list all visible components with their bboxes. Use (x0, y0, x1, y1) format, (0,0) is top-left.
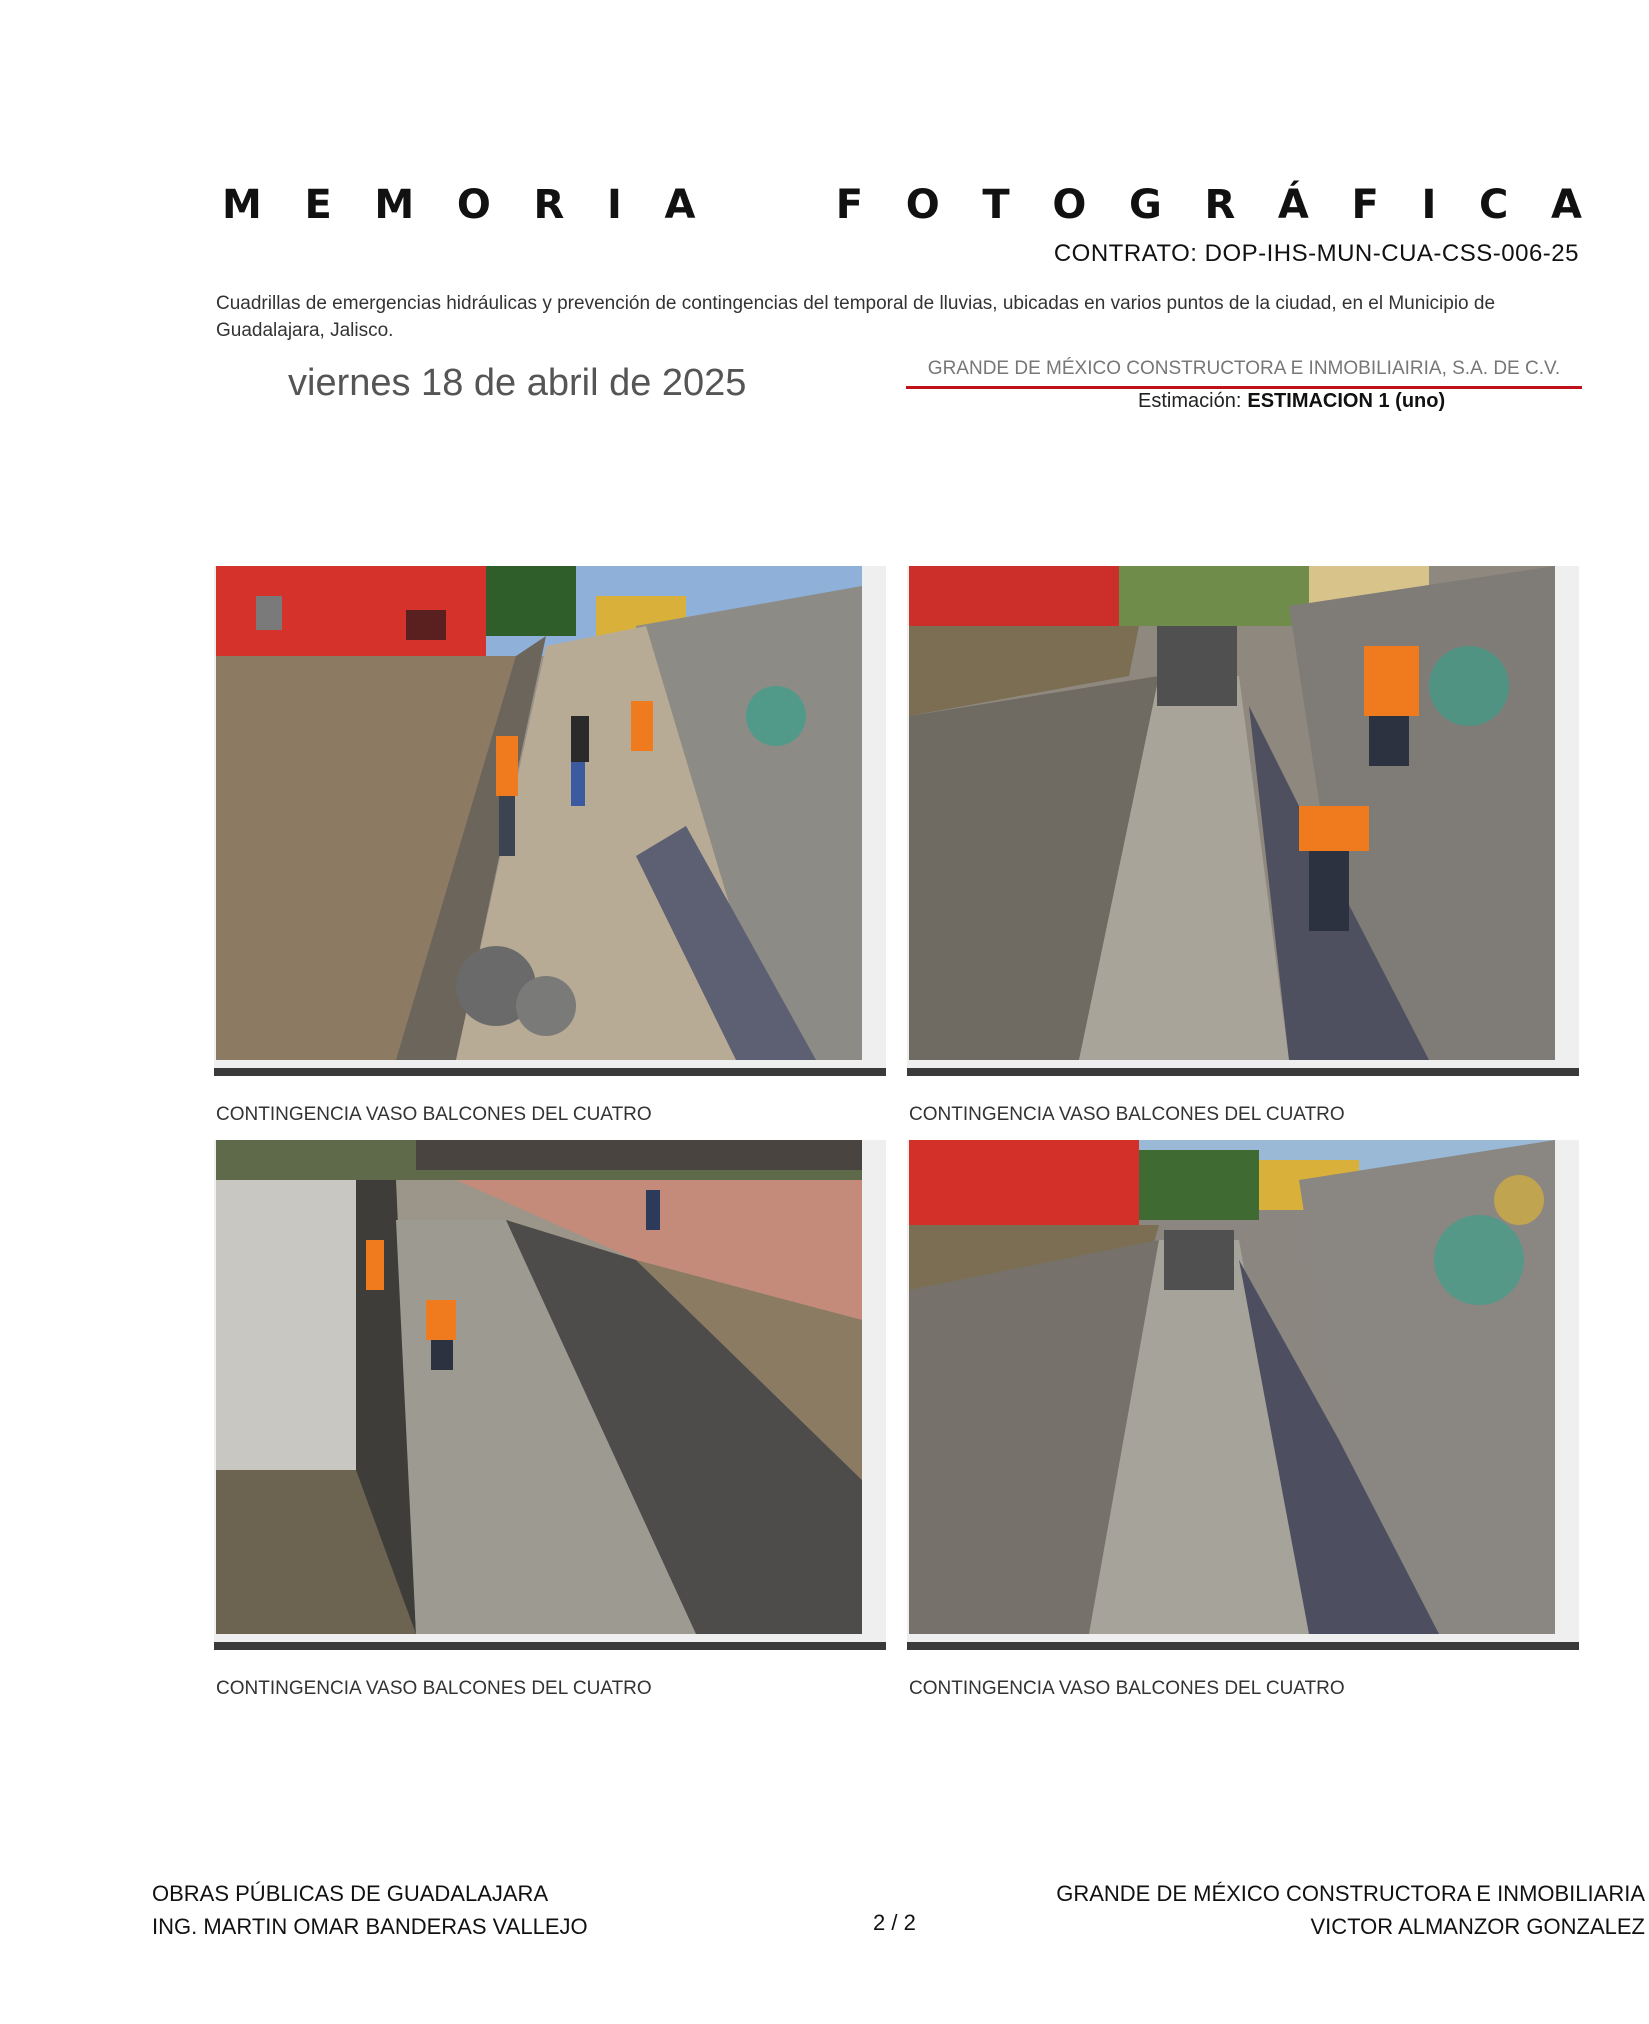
site-photo (216, 566, 862, 1060)
site-photo (909, 1140, 1555, 1634)
title-letter: I (1421, 182, 1437, 228)
estimation-label: Estimación: (1138, 390, 1242, 412)
footer-person: ING. MARTIN OMAR BANDERAS VALLEJO (152, 1914, 588, 1939)
estimation-value: ESTIMACION 1 (uno) (1247, 390, 1446, 412)
footer-org: OBRAS PÚBLICAS DE GUADALAJARA (152, 1881, 549, 1906)
work-description: Cuadrillas de emergencias hidráulicas y prevención de contingencias del temporal de lluvias, ubicadas en varios puntos de la ciudad, en el Municipio de Guadalajara, Jalisco. (216, 293, 1496, 341)
title-letter: R (533, 182, 565, 228)
photo-divider-bar (907, 1068, 1579, 1076)
title-letter: O (456, 182, 491, 228)
site-photo (216, 1140, 862, 1634)
photo-caption: CONTINGENCIA VASO BALCONES DEL CUATRO (909, 1678, 1345, 1699)
photo-caption: CONTINGENCIA VASO BALCONES DEL CUATRO (216, 1104, 652, 1125)
page-number: 2 / 2 (873, 1910, 916, 1935)
footer-company: GRANDE DE MÉXICO CONSTRUCTORA E INMOBILIARIA (1056, 1881, 1645, 1906)
title-letter: A (1551, 182, 1582, 228)
contractor-name: GRANDE DE MÉXICO CONSTRUCTORA E INMOBILIAIRIA, S.A. DE C.V. (906, 358, 1582, 389)
report-date: viernes 18 de abril de 2025 (288, 362, 747, 404)
contract-number: CONTRATO: DOP-IHS-MUN-CUA-CSS-006-25 (1053, 240, 1579, 267)
title-letter: I (606, 182, 622, 228)
title-letter: G (1128, 182, 1162, 228)
title-letter: F (835, 182, 864, 228)
title-letter: E (304, 182, 332, 228)
footer-right-signatory (1056, 1877, 1645, 1943)
title-letter: T (982, 182, 1010, 228)
photo-divider-bar (214, 1642, 886, 1650)
photo-caption: CONTINGENCIA VASO BALCONES DEL CUATRO (909, 1104, 1345, 1125)
document-title (222, 182, 1582, 228)
title-letter: M (222, 182, 262, 228)
footer-left-signatory (152, 1877, 588, 1943)
estimation (1138, 390, 1445, 413)
photo-divider-bar (214, 1068, 886, 1076)
footer-representative: VICTOR ALMANZOR GONZALEZ (1310, 1914, 1645, 1939)
photo-caption: CONTINGENCIA VASO BALCONES DEL CUATRO (216, 1678, 652, 1699)
site-photo (909, 566, 1555, 1060)
title-letter: R (1204, 182, 1236, 228)
title-letter: C (1479, 182, 1509, 228)
title-letter: O (905, 182, 940, 228)
title-letter: F (1351, 182, 1379, 228)
title-letter: O (1052, 182, 1087, 228)
title-letter: M (374, 182, 415, 228)
title-letter: A (664, 182, 696, 228)
title-letter: Á (1277, 182, 1309, 228)
photo-divider-bar (907, 1642, 1579, 1650)
